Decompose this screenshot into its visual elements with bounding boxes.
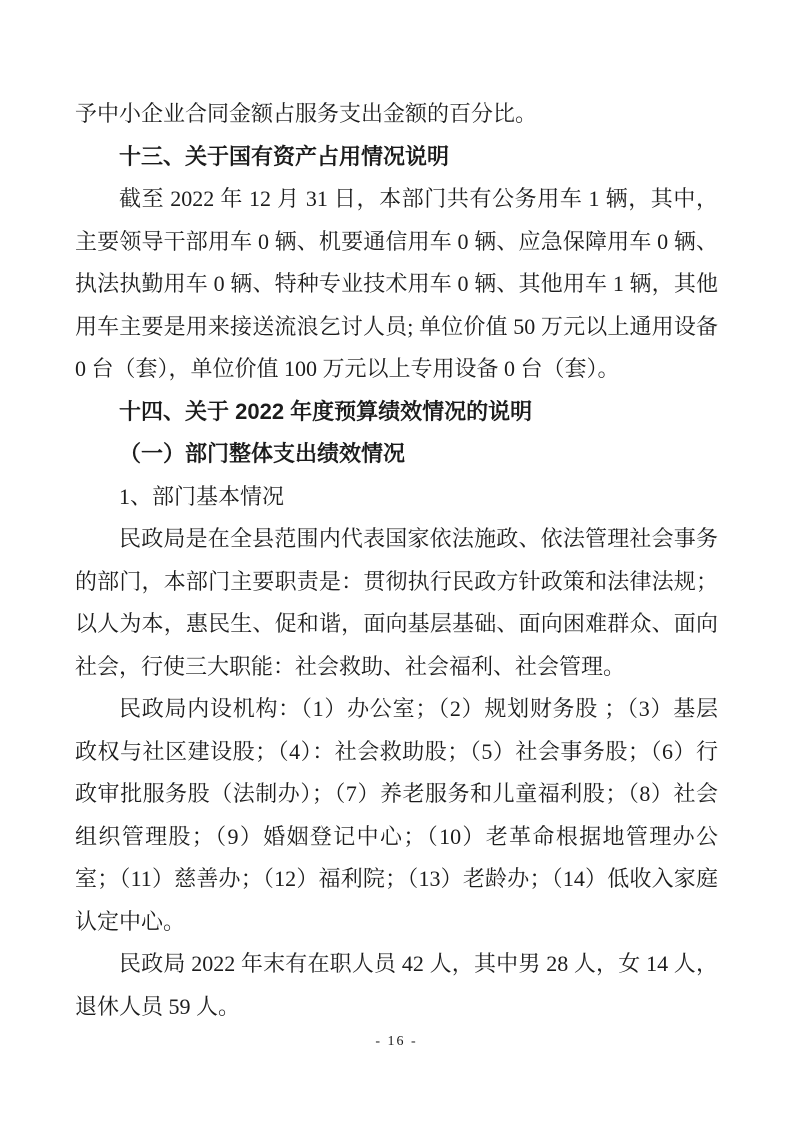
paragraph-internal-organizations: 民政局内设机构：（1）办公室；（2）规划财务股 ；（3）基层政权与社区建设股；（4）：社会救助股；（5）社会事务股；（6）行政审批服务股（法制办）；（7）养老服务和儿童福利股；（8）社会组织管理股；（9）婚姻登记中心；（10）老革命根据地管理办公室；（11）慈善办；（12）福利院；（13）老龄办；（14）低收入家庭认定中心。 (75, 696, 718, 934)
page-number: - 16 - (375, 1034, 418, 1049)
paragraph-smb-contract-ratio: 予中小企业合同金额占服务支出金额的百分比。 (75, 101, 538, 126)
subsection-heading-overall-expenditure: （一）部门整体支出绩效情况 (119, 441, 406, 466)
paragraph-department-duties: 民政局是在全县范围内代表国家依法施政、依法管理社会事务的部门，本部门主要职责是：贯彻执行民政方针政策和法律法规；以人为本，惠民生、促和谐，面向基层基础、面向困难群众、面向社会，行使三大职能：社会救助、社会福利、社会管理。 (75, 526, 718, 679)
section-heading-14-budget-performance: 十四、关于 2022 年度预算绩效情况的说明 (119, 398, 533, 424)
section-heading-13-state-assets: 十三、关于国有资产占用情况说明 (119, 143, 450, 169)
list-item-department-basic-info: 1、部门基本情况 (119, 483, 285, 509)
document-content (75, 93, 718, 1028)
paragraph-state-assets-detail: 截至 2022 年 12 月 31 日，本部门共有公务用车 1 辆，其中，主要领导干部用车 0 辆、机要通信用车 0 辆、应急保障用车 0 辆、执法执勤用车 0 辆、特种专业技术用车 0 辆、其他用车 1 辆，其他用车主要是用来接送流浪乞讨人员; 单位价值 50 万元以上通用设备 0 台（套），单位价值 100 万元以上专用设备 0 台（套）。 (75, 186, 718, 381)
paragraph-staff-numbers: 民政局 2022 年末有在职人员 42 人，其中男 28 人，女 14 人，退休人员 59 人。 (75, 951, 718, 1019)
